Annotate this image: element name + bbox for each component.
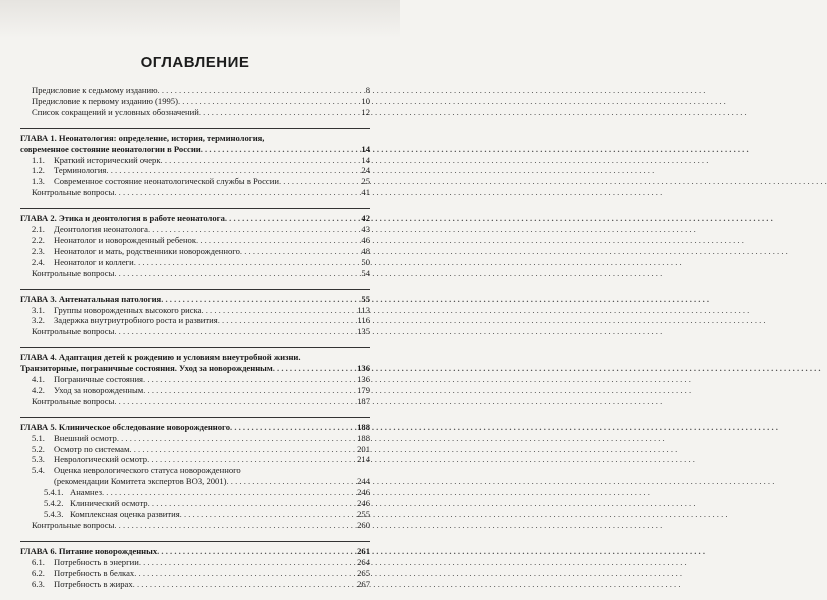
toc-entry[interactable] <box>20 96 370 107</box>
toc-entry-text <box>32 568 134 579</box>
chapter-heading-text: ГЛАВА 3. Антенатальная патология <box>20 293 162 304</box>
toc-entry-title: Анамнез <box>70 487 102 498</box>
dot-leader <box>201 144 361 155</box>
toc-entry-text <box>32 444 129 455</box>
toc-entry-text <box>32 85 158 96</box>
toc-entry-title: Предисловие к первому изданию (1995) <box>32 95 178 106</box>
dot-leader <box>199 107 361 118</box>
dot-leader <box>180 509 356 520</box>
toc-entry-number: 1.3. <box>32 176 45 187</box>
toc-entry-number: 2.1. <box>32 224 45 235</box>
dot-leader <box>158 85 365 96</box>
toc-entry[interactable] <box>20 465 370 476</box>
dot-leader <box>218 315 357 326</box>
toc-page-number: 246 <box>357 487 370 498</box>
toc-page-number: 43 <box>361 224 370 235</box>
toc-entry-title: Контрольные вопросы <box>32 395 115 406</box>
toc-entry-title: Деонтология неонатолога <box>54 224 148 235</box>
dot-leader <box>114 326 356 337</box>
chapter-section <box>20 118 370 198</box>
toc-entry[interactable] <box>20 315 370 326</box>
toc-entry[interactable] <box>20 235 370 246</box>
toc-page-number: 14 <box>361 154 370 165</box>
toc-page-number: 264 <box>357 556 370 567</box>
toc-entry-text <box>32 155 161 166</box>
toc-entry-text <box>32 165 106 176</box>
toc-page-number: 179 <box>357 384 370 395</box>
chapter-heading[interactable] <box>20 294 370 305</box>
scan-edge-shadow <box>0 0 400 38</box>
toc-entry-number: 3.1. <box>32 304 45 315</box>
toc-page-number: 113 <box>357 304 370 315</box>
toc-entry[interactable] <box>20 396 370 407</box>
toc-entry-text <box>32 224 148 235</box>
toc-entry[interactable] <box>20 257 370 268</box>
chapter-section <box>20 531 370 590</box>
chapter-heading-text: ГЛАВА 1. Неонатология: определение, история, терминология, <box>20 132 265 143</box>
toc-page-number: 244 <box>357 476 370 487</box>
toc-entry[interactable] <box>20 476 370 487</box>
toc-entry-number: 5.4.3. <box>44 509 64 519</box>
toc-entry-number: 4.1. <box>32 374 45 385</box>
chapter-page-number: 14 <box>361 143 370 154</box>
dot-leader <box>114 520 356 531</box>
toc-entry-title: Контрольные вопросы <box>32 187 115 198</box>
toc-entry[interactable] <box>20 305 370 316</box>
dot-leader <box>225 213 361 224</box>
toc-entry-text <box>32 433 117 444</box>
toc-entry-title: Неонатолог и коллеги <box>54 256 134 267</box>
toc-entry-title: Потребность в белках <box>54 567 135 578</box>
dot-leader <box>117 433 356 444</box>
chapter-divider <box>20 417 370 418</box>
toc-entry[interactable] <box>20 520 370 531</box>
toc-entry-text <box>32 257 134 268</box>
toc-entry-title: (рекомендации Комитета экспертов ВОЗ, 2001) <box>54 476 227 487</box>
toc-entry-number: 5.4. <box>32 465 45 476</box>
toc-page-number: 54 <box>361 267 370 278</box>
toc-entry-number: 2.3. <box>32 245 45 256</box>
chapter-heading[interactable] <box>20 363 370 374</box>
toc-page-number: 246 <box>357 498 370 509</box>
section-gap <box>20 531 370 541</box>
toc-entry-number: 5.2. <box>32 443 45 454</box>
chapter-divider <box>20 347 370 348</box>
dot-leader <box>134 257 361 268</box>
dot-leader <box>148 498 357 509</box>
chapter-page-number: 261 <box>357 545 370 556</box>
chapter-divider <box>20 541 370 542</box>
toc-entry-number: 4.2. <box>32 384 45 395</box>
chapter-heading[interactable] <box>20 546 370 557</box>
toc-entry-text <box>44 498 148 509</box>
toc-page-number: 10 <box>361 95 370 106</box>
toc-entry[interactable] <box>20 268 370 279</box>
toc-entry-text <box>32 396 114 407</box>
dot-leader <box>227 476 357 487</box>
toc-page-number: 255 <box>357 509 370 519</box>
toc-entry-text <box>44 487 102 498</box>
toc-entry-title: Потребность в энергии <box>54 556 139 567</box>
toc-entry-text <box>32 557 139 568</box>
toc-entry-title: Предисловие к седьмому изданию <box>32 85 158 95</box>
chapter-heading-text: ГЛАВА 5. Клиническое обследование новорожденного <box>20 421 231 432</box>
dot-leader <box>240 246 360 257</box>
dot-leader <box>134 568 356 579</box>
toc-page-number: 187 <box>357 395 370 406</box>
toc-entry-title: Комплексная оценка развития <box>70 509 180 519</box>
chapter-page-number: 55 <box>361 293 370 304</box>
toc-page-number: 214 <box>357 454 370 465</box>
toc-page-number: 24 <box>361 165 370 176</box>
toc-page-number: 265 <box>357 567 370 578</box>
section-gap <box>20 279 370 289</box>
toc-entry-text <box>32 476 227 487</box>
toc-page-number: 188 <box>357 432 370 443</box>
toc-entry-title: Неонатолог и новорожденный ребенок <box>54 234 197 245</box>
toc-entry-text <box>32 520 114 531</box>
chapter-heading-text: ГЛАВА 6. Питание новорожденных <box>20 545 158 556</box>
toc-entry-text <box>32 454 147 465</box>
chapter-heading-text: ГЛАВА 4. Адаптация детей к рождению и условиям внеутробной жизни. <box>20 352 301 363</box>
toc-entry-text <box>32 465 241 476</box>
dot-leader <box>279 176 360 187</box>
chapter-section <box>20 198 370 278</box>
toc-entry-text <box>32 374 143 385</box>
toc-entry-text <box>32 96 178 107</box>
front-matter-list <box>20 85 370 118</box>
toc-entry-number: 5.4.2. <box>44 498 64 509</box>
chapter-heading-text: ГЛАВА 2. Этика и деонтология в работе неонатолога <box>20 213 225 224</box>
toc-entry[interactable] <box>20 579 370 590</box>
dot-leader <box>129 444 356 455</box>
toc-entry-title: Неврологический осмотр <box>54 454 148 465</box>
toc-entry[interactable] <box>20 374 370 385</box>
section-gap <box>20 407 370 417</box>
toc-entry-number: 1.2. <box>32 165 45 176</box>
dot-leader <box>106 165 360 176</box>
toc-entry-title: Список сокращений и условных обозначений <box>32 106 199 117</box>
dot-leader <box>230 422 356 433</box>
toc-entry-number: 5.4.1. <box>44 487 64 498</box>
toc-entry-number: 6.2. <box>32 567 45 578</box>
dot-leader <box>148 224 360 235</box>
toc-page-number: 50 <box>361 256 370 267</box>
toc-page-number: 25 <box>361 176 370 187</box>
chapter-heading[interactable] <box>20 352 370 363</box>
toc-entry-title: Уход за новорожденным <box>54 384 144 395</box>
toc-entry-title: Пограничные состояния <box>54 374 144 385</box>
toc-page-number: 116 <box>357 315 370 326</box>
toc-entry-number: 5.3. <box>32 454 45 465</box>
toc-entry-title: Неонатолог и мать, родственники новорожденного <box>54 245 240 256</box>
toc-page-number: 136 <box>357 374 370 385</box>
chapter-heading-text: Транзиторные, пограничные состояния. Уход за новорожденным <box>20 363 273 374</box>
dot-leader <box>196 235 360 246</box>
toc-entry[interactable] <box>20 176 370 187</box>
toc-entry[interactable] <box>20 246 370 257</box>
toc-entry-number: 2.2. <box>32 234 45 245</box>
toc-page-number: 41 <box>361 187 370 198</box>
dot-leader <box>143 374 356 385</box>
toc-entry-text <box>32 246 240 257</box>
section-gap <box>20 198 370 208</box>
toc-page-number: 260 <box>357 519 370 530</box>
toc-entry-text <box>32 187 114 198</box>
dot-leader <box>114 187 360 198</box>
dot-leader <box>133 579 356 590</box>
dot-leader <box>143 385 356 396</box>
dot-leader <box>114 396 356 407</box>
dot-leader <box>178 96 360 107</box>
toc-page-number: 48 <box>361 245 370 256</box>
section-gap <box>20 118 370 128</box>
dot-leader <box>114 268 360 279</box>
dot-leader <box>157 546 356 557</box>
toc-entry-title: Потребность в жирах <box>54 578 133 589</box>
toc-entry-text <box>32 326 114 337</box>
toc-entry-text <box>32 315 218 326</box>
toc-entry[interactable] <box>20 498 370 509</box>
chapter-section <box>20 337 370 407</box>
dot-leader <box>201 305 356 316</box>
chapters-list <box>20 118 370 590</box>
dot-leader <box>161 294 360 305</box>
toc-entry-text <box>32 176 279 187</box>
toc-entry-number: 3.2. <box>32 315 45 326</box>
toc-page-number: 12 <box>361 106 370 117</box>
toc-entry-title: Краткий исторический очерк <box>54 154 161 165</box>
chapter-heading[interactable] <box>20 133 370 144</box>
dot-leader <box>161 155 361 166</box>
toc-entry-text <box>32 305 201 316</box>
toc-entry-number: 6.3. <box>32 578 45 589</box>
toc-entry-number: 1.1. <box>32 154 45 165</box>
toc-entry[interactable] <box>20 85 370 96</box>
toc-entry[interactable] <box>20 224 370 235</box>
toc-entry[interactable] <box>20 454 370 465</box>
toc-entry[interactable] <box>20 433 370 444</box>
chapter-page-number: 42 <box>361 213 370 224</box>
page-title: ОГЛАВЛЕНИЕ <box>140 54 250 71</box>
toc-entry[interactable] <box>20 487 370 498</box>
toc-entry-text <box>44 509 180 520</box>
chapter-page-number: 136 <box>357 363 370 374</box>
toc-entry-title: Группы новорожденных высокого риска <box>54 304 202 315</box>
toc-entry-title: Современное состояние неонатологической службы в России <box>54 176 279 187</box>
toc-page-number: 135 <box>357 326 370 337</box>
toc-entry-number: 2.4. <box>32 256 45 267</box>
chapter-heading[interactable] <box>20 422 370 433</box>
chapter-divider <box>20 208 370 209</box>
toc-entry-text <box>32 107 199 118</box>
toc-entry-title: Терминология <box>54 165 107 176</box>
section-gap <box>20 337 370 347</box>
toc-entry[interactable] <box>20 385 370 396</box>
toc-entry-text <box>32 579 133 590</box>
dot-leader <box>273 363 356 374</box>
toc-entry-title: Оценка неврологического статуса новорожденного <box>54 465 241 476</box>
toc-entry[interactable] <box>20 326 370 337</box>
toc-entry-text <box>32 385 143 396</box>
toc-entry-title: Осмотр по системам <box>54 443 130 454</box>
toc-entry[interactable] <box>20 444 370 455</box>
toc-entry-title: Контрольные вопросы <box>32 267 115 278</box>
chapter-heading-text: современное состояние неонатологии в России <box>20 143 201 154</box>
toc-page-number: 267 <box>357 578 370 589</box>
toc-entry[interactable] <box>20 155 370 166</box>
toc-page-number: 8 <box>365 85 370 95</box>
chapter-heading[interactable] <box>20 213 370 224</box>
toc-entry-title: Контрольные вопросы <box>32 326 115 337</box>
toc-page <box>20 40 370 589</box>
toc-entry[interactable] <box>20 557 370 568</box>
toc-entry-title: Внешний осмотр <box>54 432 117 443</box>
toc-entry-title: Клинический осмотр <box>70 498 148 509</box>
toc-entry-number: 5.1. <box>32 432 45 443</box>
dot-leader <box>102 487 356 498</box>
chapter-page-number: 188 <box>357 421 370 432</box>
toc-page-number: 46 <box>361 234 370 245</box>
toc-entry[interactable] <box>20 568 370 579</box>
chapter-heading[interactable] <box>20 144 370 155</box>
toc-entry-title: Контрольные вопросы <box>32 519 115 530</box>
toc-entry[interactable] <box>20 165 370 176</box>
chapter-divider <box>20 128 370 129</box>
toc-entry-text <box>32 268 114 279</box>
toc-entry-title: Задержка внутриутробного роста и развития <box>54 315 218 326</box>
toc-entry[interactable] <box>20 107 370 118</box>
chapter-section <box>20 407 370 531</box>
toc-entry[interactable] <box>20 509 370 520</box>
chapter-section <box>20 279 370 338</box>
chapter-divider <box>20 289 370 290</box>
toc-entry-text <box>32 235 196 246</box>
dot-leader <box>147 454 356 465</box>
dot-leader <box>139 557 356 568</box>
toc-entry-number: 6.1. <box>32 556 45 567</box>
toc-page-number: 201 <box>357 443 370 454</box>
toc-entry[interactable] <box>20 187 370 198</box>
